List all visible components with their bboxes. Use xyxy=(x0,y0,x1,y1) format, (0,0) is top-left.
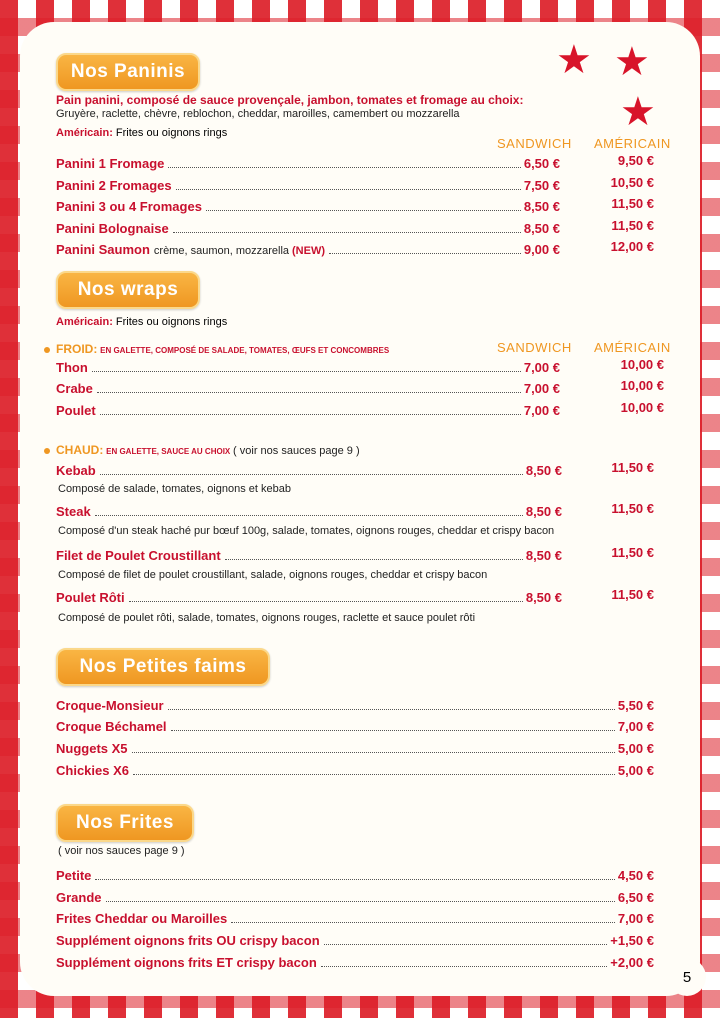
americain-label: Américain: xyxy=(56,316,113,328)
item-name: Filet de Poulet Croustillant xyxy=(56,548,221,563)
menu-item xyxy=(56,760,654,778)
leader-dots xyxy=(132,752,615,753)
wraps-americain xyxy=(56,316,227,328)
item-price-americain: 10,00 € xyxy=(620,378,664,393)
leader-dots xyxy=(100,474,523,475)
leader-dots xyxy=(206,210,521,211)
item-name: Kebab xyxy=(56,463,96,478)
leader-dots xyxy=(171,730,615,731)
item-name: Grande xyxy=(56,890,102,905)
item-name: Supplément oignons frits ET crispy bacon xyxy=(56,955,317,970)
froid-heading xyxy=(44,342,389,356)
menu-item xyxy=(56,460,562,478)
section-title-frites: Nos Frites xyxy=(56,804,194,842)
item-name: Chickies X6 xyxy=(56,763,129,778)
star-icon: ★ xyxy=(620,90,656,134)
leader-dots xyxy=(173,232,521,233)
item-name: Panini Saumon xyxy=(56,242,150,257)
item-price-americain: 10,50 € xyxy=(610,175,654,190)
americain-text: Frites ou oignons rings xyxy=(115,127,228,139)
menu-item xyxy=(56,738,654,756)
item-price-sandwich: 7,50 € xyxy=(523,178,560,193)
menu-item xyxy=(56,239,560,257)
item-price-americain: 11,50 € xyxy=(611,501,654,516)
item-description: Composé de poulet rôti, salade, tomates, oignons rouges, raclette et sauce poulet rôti xyxy=(58,612,476,624)
item-price-sandwich: 7,00 € xyxy=(523,360,560,375)
item-name: Croque Béchamel xyxy=(56,719,167,734)
menu-item xyxy=(56,930,654,948)
item-price-sandwich: 8,50 € xyxy=(525,504,562,519)
menu-item xyxy=(56,952,654,970)
item-name: Poulet xyxy=(56,403,96,418)
menu-item xyxy=(56,887,654,905)
item-name: Poulet Rôti xyxy=(56,590,125,605)
item-price-americain: 11,50 € xyxy=(611,460,654,475)
page-number: 5 xyxy=(668,958,706,996)
menu-item xyxy=(56,175,560,193)
item-name: Crabe xyxy=(56,381,93,396)
leader-dots xyxy=(129,601,523,602)
item-price-americain: 9,50 € xyxy=(617,153,654,168)
item-name: Supplément oignons frits OU crispy bacon xyxy=(56,933,320,948)
section-title-wraps: Nos wraps xyxy=(56,271,200,309)
leader-dots xyxy=(324,944,608,945)
item-price: +1,50 € xyxy=(610,933,654,948)
item-price: 5,00 € xyxy=(617,741,654,756)
col-americain: AMÉRICAIN xyxy=(594,136,671,151)
chaud-heading xyxy=(44,443,360,457)
paninis-intro: Pain panini, composé de sauce provençale, jambon, tomates et fromage au choix: xyxy=(56,93,524,107)
item-name: Petite xyxy=(56,868,92,883)
froid-description: EN GALETTE, COMPOSÉ DE SALADE, TOMATES, ŒUFS ET CONCOMBRES xyxy=(100,346,390,355)
leader-dots xyxy=(106,901,615,902)
paninis-americain xyxy=(56,127,227,139)
menu-item xyxy=(56,357,560,375)
item-price-americain: 11,50 € xyxy=(611,218,654,233)
star-icon: ★ xyxy=(556,38,592,82)
item-name: Panini Bolognaise xyxy=(56,221,169,236)
americain-text: Frites ou oignons rings xyxy=(115,316,228,328)
menu-item xyxy=(56,400,560,418)
item-price-americain: 10,00 € xyxy=(620,357,664,372)
leader-dots xyxy=(95,879,614,880)
menu-item xyxy=(56,501,562,519)
leader-dots xyxy=(100,414,521,415)
americain-label: Américain: xyxy=(56,127,113,139)
item-price: 5,00 € xyxy=(617,763,654,778)
menu-item xyxy=(56,908,654,926)
item-price-sandwich: 8,50 € xyxy=(525,463,562,478)
section-title-petites-faims: Nos Petites faims xyxy=(56,648,270,686)
section-title-paninis: Nos Paninis xyxy=(56,53,200,91)
item-price-americain: 12,00 € xyxy=(610,239,654,254)
menu-item xyxy=(56,587,562,605)
leader-dots xyxy=(168,167,520,168)
froid-label: FROID: xyxy=(56,342,98,356)
item-name: Thon xyxy=(56,360,88,375)
menu-item xyxy=(56,865,654,883)
leader-dots xyxy=(225,559,523,560)
leader-dots xyxy=(176,189,521,190)
chaud-label: CHAUD: xyxy=(56,443,104,457)
col-sandwich: SANDWICH xyxy=(497,340,572,355)
leader-dots xyxy=(231,922,615,923)
item-price-americain: 10,00 € xyxy=(620,400,664,415)
star-icon: ★ xyxy=(614,40,650,84)
item-price: 4,50 € xyxy=(617,868,654,883)
item-description: Composé de filet de poulet croustillant, salade, oignons rouges, cheddar et crispy bacon xyxy=(58,569,488,581)
new-badge: (NEW) xyxy=(292,245,326,257)
item-name: Steak xyxy=(56,504,91,519)
leader-dots xyxy=(97,392,521,393)
leader-dots xyxy=(133,774,615,775)
sauces-note: ( voir nos sauces page 9 ) xyxy=(233,445,360,457)
item-price-sandwich: 7,00 € xyxy=(523,403,560,418)
leader-dots xyxy=(168,709,615,710)
item-price: 6,50 € xyxy=(617,890,654,905)
menu-item xyxy=(56,196,560,214)
bullet-icon xyxy=(44,448,50,454)
leader-dots xyxy=(95,515,523,516)
menu-item xyxy=(56,545,562,563)
item-price: +2,00 € xyxy=(610,955,654,970)
leader-dots xyxy=(321,966,607,967)
leader-dots xyxy=(92,371,521,372)
menu-item xyxy=(56,695,654,713)
item-price: 7,00 € xyxy=(617,719,654,734)
menu-item xyxy=(56,218,560,236)
item-name: Nuggets X5 xyxy=(56,741,128,756)
item-price: 5,50 € xyxy=(617,698,654,713)
item-price-americain: 11,50 € xyxy=(611,196,654,211)
item-price-sandwich: 8,50 € xyxy=(523,221,560,236)
item-price-americain: 11,50 € xyxy=(611,587,654,602)
sauces-note: ( voir nos sauces page 9 ) xyxy=(58,845,185,857)
item-detail: crème, saumon, mozzarella xyxy=(153,245,290,257)
col-sandwich: SANDWICH xyxy=(497,136,572,151)
leader-dots xyxy=(329,253,521,254)
col-americain: AMÉRICAIN xyxy=(594,340,671,355)
item-price-sandwich: 8,50 € xyxy=(525,590,562,605)
item-name: Panini 2 Fromages xyxy=(56,178,172,193)
bullet-icon xyxy=(44,347,50,353)
item-description: Composé de salade, tomates, oignons et kebab xyxy=(58,483,291,495)
item-price-sandwich: 8,50 € xyxy=(523,199,560,214)
item-price: 7,00 € xyxy=(617,911,654,926)
item-price-sandwich: 7,00 € xyxy=(523,381,560,396)
item-price-sandwich: 9,00 € xyxy=(523,242,560,257)
item-price-americain: 11,50 € xyxy=(611,545,654,560)
menu-item xyxy=(56,716,654,734)
menu-item xyxy=(56,378,560,396)
item-name: Panini 3 ou 4 Fromages xyxy=(56,199,202,214)
item-name: Frites Cheddar ou Maroilles xyxy=(56,911,228,926)
item-price-sandwich: 6,50 € xyxy=(523,156,560,171)
item-description: Composé d'un steak haché pur bœuf 100g, salade, tomates, oignons rouges, cheddar et crispy bacon xyxy=(58,525,555,537)
paninis-cheeses: Gruyère, raclette, chèvre, reblochon, cheddar, maroilles, camembert ou mozzarella xyxy=(56,108,460,120)
item-name: Panini 1 Fromage xyxy=(56,156,165,171)
chaud-description: EN GALETTE, SAUCE AU CHOIX xyxy=(106,447,231,456)
item-price-sandwich: 8,50 € xyxy=(525,548,562,563)
item-name: Croque-Monsieur xyxy=(56,698,164,713)
menu-item xyxy=(56,153,560,171)
